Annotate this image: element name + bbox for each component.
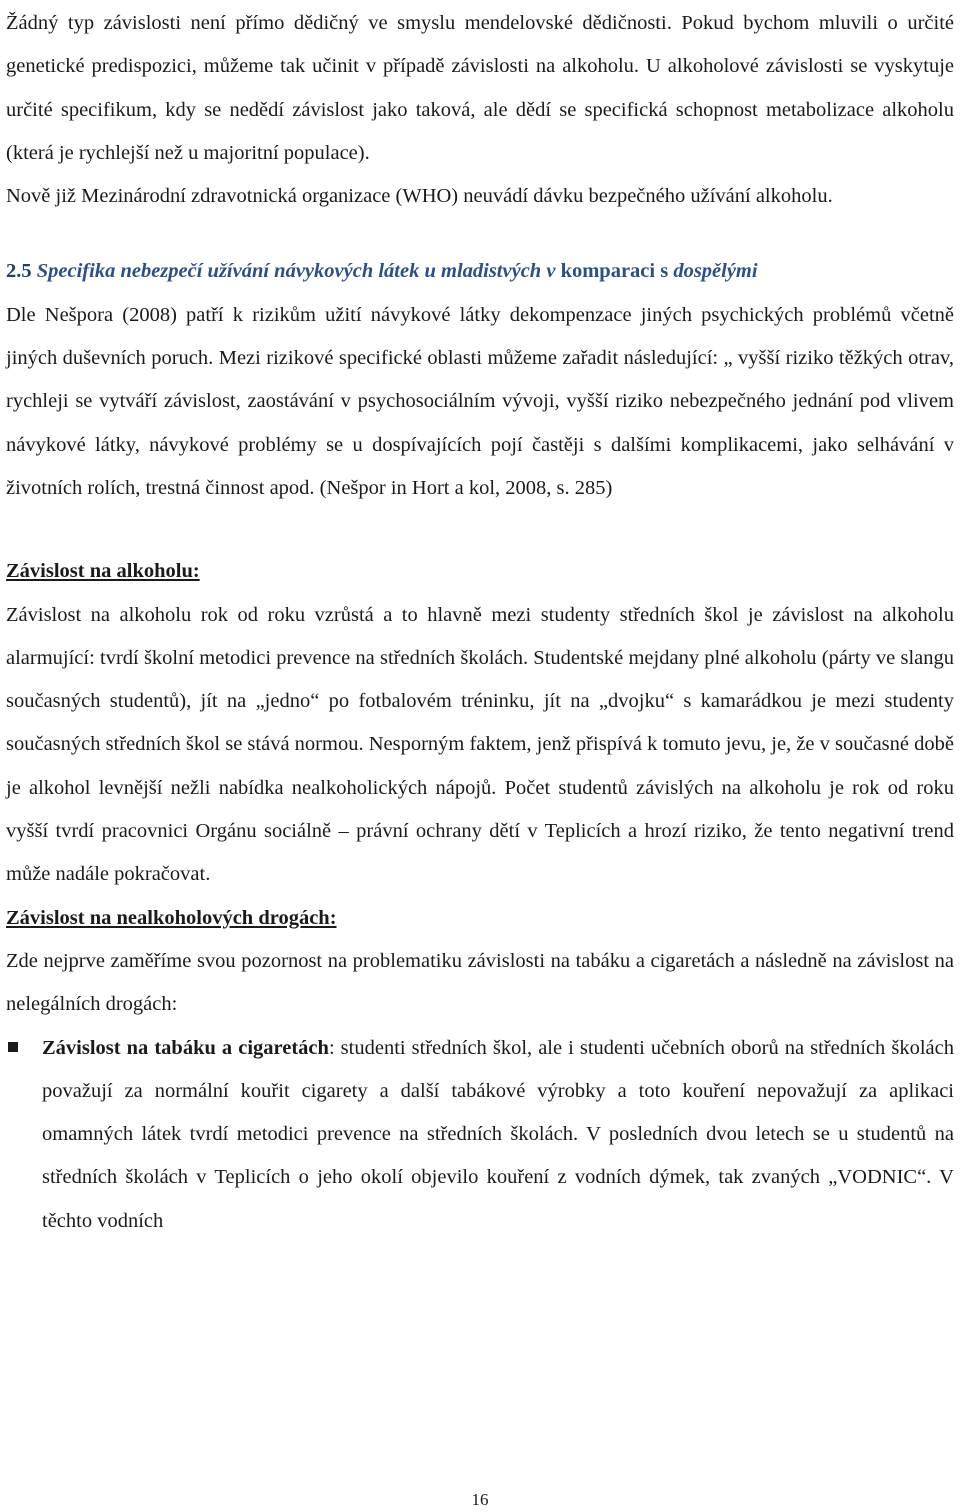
paragraph-who: Nově již Mezinárodní zdravotnická organizace (WHO) neuvádí dávku bezpečného užívání alkoholu.	[6, 185, 833, 208]
section-title-italic-2: dospělými	[673, 260, 758, 283]
bullet-item-tobacco	[6, 1027, 954, 1243]
heading-drugs: Závislost na nealkoholových drogách:	[6, 906, 337, 929]
paragraph-heredity: Žádný typ závislosti není přímo dědičný ve smyslu mendelovské dědičnosti. Pokud bychom mluvili o určité genetické predispozici, můžeme tak učinit v případě závislosti na alkoholu. U alkoholové závislosti se vyskytuje určité specifikum, kdy se nedědí závislost jako taková, ale dědí se specifická schopnost metabolizace alkoholu (která je rychlejší než u majoritní populace).	[6, 12, 954, 164]
heading-alcohol: Závislost na alkoholu:	[6, 560, 200, 583]
section-title-italic: Specifika nebezpečí užívání návykových látek u mladistvých v	[36, 260, 556, 283]
section-title-normal: komparaci s	[560, 260, 669, 283]
square-bullet-icon	[8, 1042, 18, 1052]
bullet-text: : studenti středních škol, ale i studenti učebních oborů na středních školách považují za normální kouřit cigarety a další tabákové výrobky a toto kouření nepovažují za aplikaci omamných látek tvrdí metodici prevence na středních školách. V posledních dvou letech se u studentů na středních školách v Teplicích o jeho okolí objevilo kouření z vodních dýmek, tak zvaných „VODNIC“. V těchto vodních	[42, 1036, 954, 1232]
bullet-label: Závislost na tabáku a cigaretách	[42, 1036, 329, 1059]
section-body: Dle Nešpora (2008) patří k rizikům užití návykové látky dekompenzace jiných psychických problémů včetně jiných duševních poruch. Mezi rizikové specifické oblasti můžeme zařadit následující: „ vyšší riziko těžkých otrav, rychleji se vytváří závislost, zaostávání v psychosociálním vývoji, vyšší riziko nebezpečného jednání pod vlivem návykové látky, návykové problémy se u dospívajících pojí častěji s dalšími komplikacemi, jako selhávání v životních rolích, trestná činnost apod. (Nešpor in Hort a kol, 2008, s. 285)	[6, 303, 954, 499]
document-page	[6, 0, 954, 1243]
paragraph-alcohol: Závislost na alkoholu rok od roku vzrůstá a to hlavně mezi studenty středních škol je závislost na alkoholu alarmující: tvrdí školní metodici prevence na středních školách. Studentské mejdany plné alkoholu (párty ve slangu současných studentů), jít na „jedno“ po fotbalovém tréninku, jít na „dvojku“ s kamarádkou je mezi studenty současných středních škol se stává normou. Nesporným faktem, jenž přispívá k tomuto jevu, je, že v současné době je alkohol levnější nežli nabídka nealkoholických nápojů. Počet studentů závislých na alkoholu je rok od roku vyšší tvrdí pracovnici Orgánu sociálně – právní ochrany dětí v Teplicích a hrozí riziko, že tento negativní trend může nadále pokračovat.	[6, 603, 954, 886]
section-number: 2.5	[6, 260, 32, 283]
page-number: 16	[471, 1490, 489, 1509]
section-heading	[6, 250, 954, 293]
paragraph-drugs: Zde nejprve zaměříme svou pozornost na problematiku závislosti na tabáku a cigaretách a následně na závislost na nelegálních drogách:	[6, 949, 954, 1016]
